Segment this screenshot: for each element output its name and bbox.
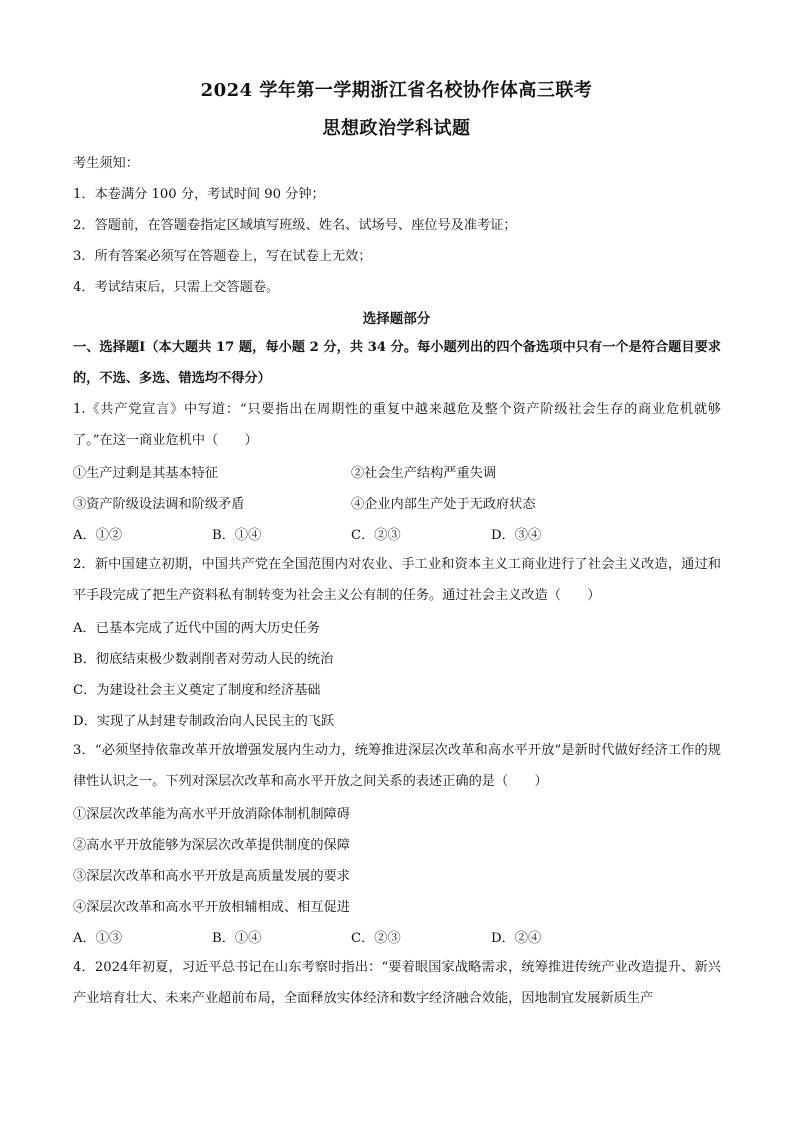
notice-item: 4．考试结束后，只需上交答题卷。 [73, 280, 280, 295]
statement: ①深层次改革能为高水平开放消除体制机制障碍 [73, 807, 350, 822]
question-1-statement-row [73, 462, 721, 482]
question-1-options [73, 524, 721, 544]
exam-title: 2024 学年第一学期浙江省名校协作体高三联考 [200, 80, 593, 101]
exam-subtitle: 思想政治学科试题 [322, 118, 471, 139]
question-1-stem: 1.《共产党宣言》中写道：“只要指出在周期性的重复中越来越危及整个资产阶级社会生存的商业危机就够了。”在这一商业危机中（ ） [73, 402, 721, 448]
option: D．③④ [491, 528, 542, 543]
option: C．②③ [351, 528, 401, 543]
statement: ③资产阶级设法调和阶级矛盾 [73, 497, 245, 512]
option: B．彻底结束极少数剥削者对劳动人民的统治 [73, 652, 334, 667]
notice-item: 3．所有答案必须写在答题卷上，写在试卷上无效； [73, 249, 372, 264]
notice-heading: 考生须知： [73, 156, 139, 171]
statement: ①生产过剩是其基本特征 [73, 466, 219, 481]
question-2-stem: 2．新中国建立初期，中国共产党在全国范围内对农业、手工业和资本主义工商业进行了社会主义改造，通过和平手段完成了把生产资料私有制转变为社会主义公有制的任务。通过社会主义改造（ ） [73, 557, 721, 603]
section-label: 选择题部分 [362, 311, 431, 327]
option: A．①② [73, 528, 123, 543]
statement: ④企业内部生产处于无政府状态 [351, 497, 536, 512]
question-3-stem: 3．“必须坚持依靠改革开放增强发展内生动力，统筹推进深层次改革和高水平开放”是新时代做好经济工作的规律性认识之一。下列对深层次改革和高水平开放之间关系的表述正确的是（ ） [73, 743, 721, 789]
option: A．已基本完成了近代中国的两大历史任务 [73, 621, 320, 636]
notice-item: 2．答题前，在答题卷指定区域填写班级、姓名、试场号、座位号及准考证； [73, 218, 517, 233]
option: C．②③ [351, 931, 401, 946]
option: A．①③ [73, 931, 123, 946]
part-heading: 一、选择题Ⅰ（本大题共 17 题，每小题 2 分，共 34 分。每小题列出的四个备选项中只有一个是符合题目要求的，不选、多选、错选均不得分） [73, 340, 721, 386]
statement: ③深层次改革和高水平开放是高质量发展的要求 [73, 869, 350, 884]
option: D．②④ [491, 931, 542, 946]
question-4-stem: 4．2024年初夏，习近平总书记在山东考察时指出：“要着眼国家战略需求，统筹推进传统产业改造提升、新兴产业培育壮大、未来产业超前布局，全面释放实体经济和数字经济融合效能，因地制宜发展新质生产 [73, 960, 721, 1006]
option: B．①④ [212, 528, 262, 543]
notice-item: 1．本卷满分 100 分，考试时间 90 分钟； [73, 187, 325, 202]
question-1-statement-row [73, 493, 721, 513]
statement: ④深层次改革和高水平开放相辅相成、相互促进 [73, 900, 350, 915]
option: C．为建设社会主义奠定了制度和经济基础 [73, 683, 321, 698]
question-3-options [73, 927, 721, 947]
statement: ②社会生产结构严重失调 [351, 466, 497, 481]
option: B．①④ [212, 931, 262, 946]
statement: ②高水平开放能够为深层次改革提供制度的保障 [73, 838, 350, 853]
option: D．实现了从封建专制政治向人民民主的飞跃 [73, 714, 335, 729]
